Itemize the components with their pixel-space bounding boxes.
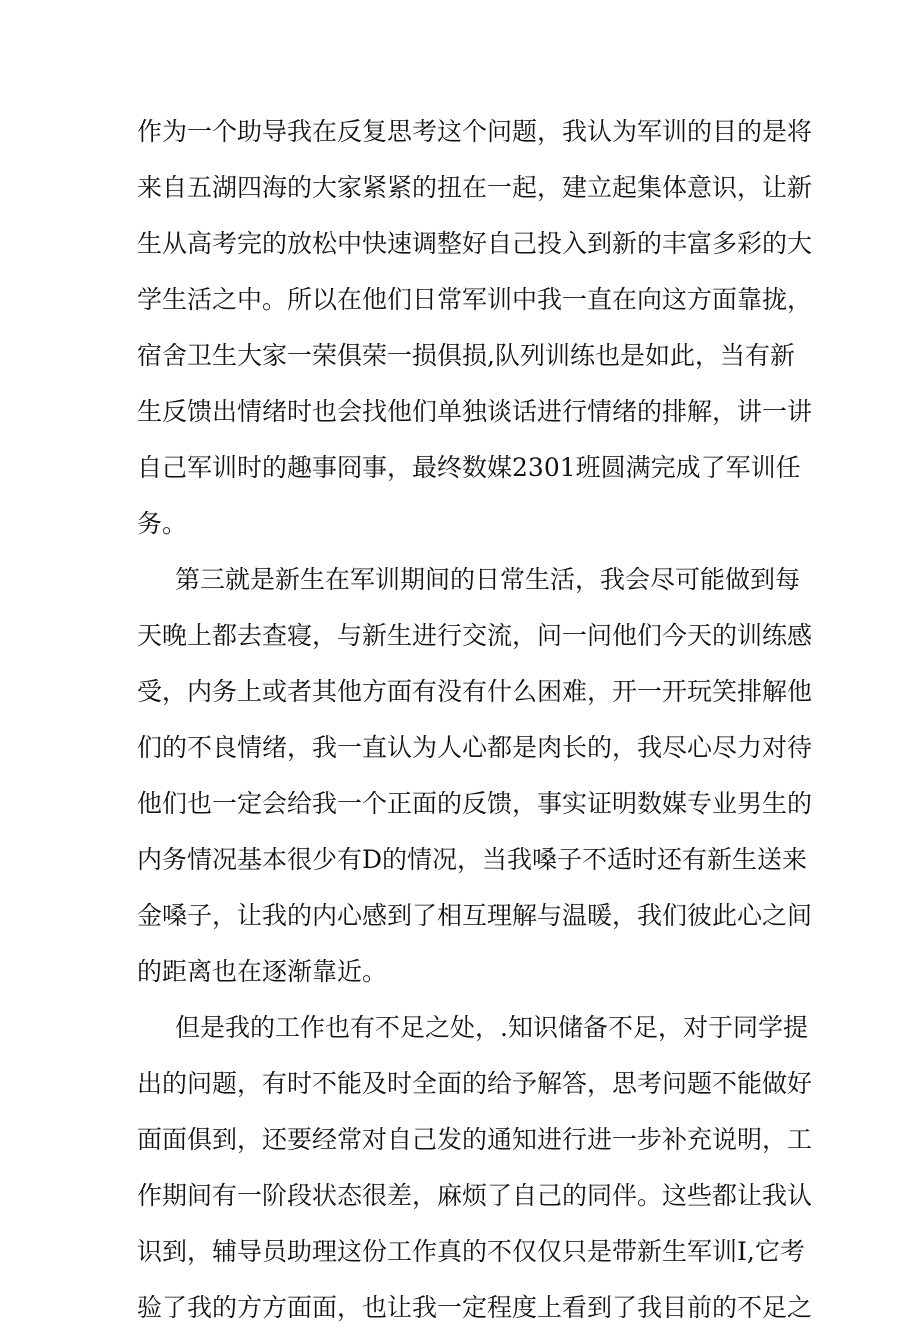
paragraph-1-line-8: 务。 xyxy=(137,509,188,538)
paragraph-2-line-1: 第三就是新生在军训期间的日常生活，我会尽可能做到每 xyxy=(175,565,801,594)
paragraph-1-line-4: 学生活之中。所以在他们日常军训中我一直在向这方面靠拢， xyxy=(137,285,813,314)
paragraph-3-line-6: 验了我的方方面面，也让我一定程度上看到了我目前的不足之 xyxy=(137,1293,813,1322)
paragraph-1-line-3: 生从高考完的放松中快速调整好自己投入到新的丰富多彩的大 xyxy=(137,229,813,258)
paragraph-3-line-4: 作期间有一阶段状态很差，麻烦了自己的同伴。这些都让我认 xyxy=(137,1181,813,1210)
paragraph-1-line-5: 宿舍卫生大家一荣俱荣一损俱损,队列训练也是如此，当有新 xyxy=(137,341,795,370)
paragraph-1-line-1: 作为一个助导我在反复思考这个问题，我认为军训的目的是将 xyxy=(137,117,813,146)
paragraph-2-line-3: 受，内务上或者其他方面有没有什么困难，开一开玩笑排解他 xyxy=(137,677,813,706)
paragraph-3-line-2: 出的问题，有时不能及时全面的给予解答，思考问题不能做好 xyxy=(137,1069,813,1098)
paragraph-2-line-5: 他们也一定会给我一个正面的反馈，事实证明数媒专业男生的 xyxy=(137,789,813,818)
paragraph-2-line-8: 的距离也在逐渐靠近。 xyxy=(137,957,388,986)
paragraph-2-line-4: 们的不良情绪，我一直认为人心都是肉长的，我尽心尽力对待 xyxy=(137,733,813,762)
paragraph-3-line-1: 但是我的工作也有不足之处，.知识储备不足，对于同学提 xyxy=(175,1013,808,1042)
paragraph-2-line-6: 内务情况基本很少有D的情况，当我嗓子不适时还有新生送来 xyxy=(137,845,808,874)
paragraph-3-line-5: 识到，辅导员助理这份工作真的不仅仅只是带新生军训I,它考 xyxy=(137,1237,805,1266)
paragraph-1-line-7: 自己军训时的趣事冏事，最终数媒2301班圆满完成了军训任 xyxy=(137,453,801,482)
paragraph-1-line-2: 来自五湖四海的大家紧紧的扭在一起，建立起集体意识，让新 xyxy=(137,173,813,202)
paragraph-3-line-3: 面面俱到，还要经常对自己发的通知进行进一步补充说明，工 xyxy=(137,1125,813,1154)
paragraph-1-line-6: 生反馈出情绪时也会找他们单独谈话进行情绪的排解，讲一讲 xyxy=(137,397,813,426)
paragraph-2-line-2: 天晚上都去查寝，与新生进行交流，问一问他们今天的训练感 xyxy=(137,621,813,650)
paragraph-2-line-7: 金嗓子，让我的内心感到了相互理解与温暖，我们彼此心之间 xyxy=(137,901,813,930)
